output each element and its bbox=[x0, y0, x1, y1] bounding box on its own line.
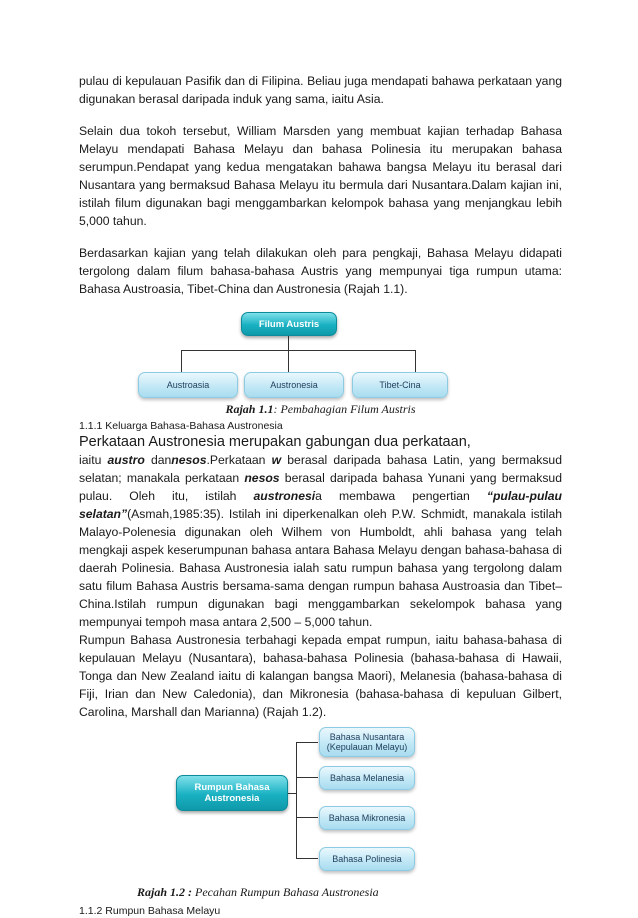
term-austro: austro bbox=[107, 453, 145, 467]
connector-line bbox=[296, 742, 297, 859]
connector-line bbox=[288, 336, 289, 350]
paragraph-5: Rumpun Bahasa Austronesia terbahagi kepada empat rumpun, iaitu bahasa-bahasa di kepulauan Melayu (Nusantara), bahasa-bahasa Polinesia (bahasa-bahasa di Hawaii, Tonga dan New Zealand iaitu di kalangan bangsa Maori), Melanesia (bahasa-bahasa di Fiji, Irian dan New Caledonia), dan Mikronesia (bahasa-bahasa di kepuluan Gilbert, Carolina, Marshall dan Marianna) (Rajah 1.2). bbox=[79, 633, 562, 719]
figure-1-caption bbox=[79, 402, 562, 417]
child-line-2: (Kepulauan Melayu) bbox=[326, 742, 408, 752]
term-nesos: nesos bbox=[171, 453, 207, 467]
diagram-root-box bbox=[176, 775, 288, 811]
section-heading-1-1-1: 1.1.1 Keluarga Bahasa-Bahasa Austronesia bbox=[79, 420, 283, 432]
section-heading-1-1-2: 1.1.2 Rumpun Bahasa Melayu bbox=[79, 905, 221, 917]
caption-label: Rajah 1.1 bbox=[225, 402, 274, 416]
diagram-child-box: Bahasa Melanesia bbox=[319, 766, 415, 790]
figure-filum-austris bbox=[79, 312, 562, 390]
diagram-child-box: Tibet-Cina bbox=[352, 372, 448, 398]
text-run: .Perkataan bbox=[206, 453, 272, 467]
connector-line bbox=[181, 350, 182, 372]
root-line-2: Austronesia bbox=[204, 793, 260, 804]
connector-line bbox=[296, 777, 318, 778]
connector-line bbox=[288, 350, 289, 372]
diagram-child-box: Bahasa Mikronesia bbox=[319, 806, 415, 830]
connector-line bbox=[181, 350, 415, 351]
root-line-1: Rumpun Bahasa bbox=[194, 782, 270, 793]
text-run: berasal daripada bahasa Yunani yang bermaksud pulau. Oleh itu, istilah bbox=[79, 471, 562, 503]
paragraph-4 bbox=[79, 433, 562, 631]
caption-text: : Pembahagian Filum Austris bbox=[273, 402, 416, 416]
diagram-root-box: Filum Austris bbox=[241, 312, 337, 336]
text-run: dan bbox=[144, 453, 172, 467]
text-run: iaitu bbox=[79, 453, 108, 467]
connector-line bbox=[296, 742, 318, 743]
diagram-child-box bbox=[319, 727, 415, 757]
connector-line bbox=[288, 793, 296, 794]
document-page bbox=[79, 72, 562, 918]
paragraph-2: Selain dua tokoh tersebut, William Marsden yang membuat kajian terhadap Bahasa Melayu mendapati Bahasa Melayu dan bahasa Polinesia itu merupakan bahasa serumpun.Pendapat yang kedua mengatakan bahawa bangsa Melayu itu berasal dari Nusantara yang bermaksud Bahasa Melayu itu bermula dari Nusantara.Dalam kajian ini, istilah filum digunakan bagi menggambarkan kelompok bahasa yang menjangkau lebih 5,000 tahun. bbox=[79, 124, 562, 228]
caption-label: Rajah 1.2 : bbox=[137, 885, 193, 899]
text-run: a membawa pengertian bbox=[315, 489, 487, 503]
term-nesos: nesos bbox=[244, 471, 280, 485]
term-austronesia: austronesi bbox=[253, 489, 316, 503]
connector-line bbox=[415, 350, 416, 372]
diagram-child-box: Austronesia bbox=[244, 372, 344, 398]
paragraph-4-lead: Perkataan Austronesia merupakan gabungan dua perkataan, bbox=[79, 434, 471, 450]
text-run: (Asmah,1985:35). Istilah ini diperkenalkan oleh P.W. Schmidt, manakala istilah Malayo-Polenesia digunakan oleh Wilhem von Humboldt, ahli bahasa yang telah mengkaji aspek keserumpunan bahasa antara Bahasa Melayu dengan bahasa-bahasa di daerah Polinesia. Bahasa Austronesia ialah satu rumpun bahasa yang tergolong dalam satu filum Bahasa Austris bersama-sama dengan rumpun bahasa Austroasia dan Tibet–China.Istilah rumpun digunakan bagi menggambarkan sekelompok bahasa yang mempunyai tempoh masa antara 2,500 – 5,000 tahun. bbox=[79, 507, 562, 629]
connector-line bbox=[296, 817, 318, 818]
connector-line bbox=[296, 858, 318, 859]
paragraph-1: pulau di kepulauan Pasifik dan di Filipina. Beliau juga mendapati bahawa perkataan yang digunakan berasal daripada induk yang sama, iaitu Asia. bbox=[79, 74, 562, 106]
text-run: berasal daripada bahasa Latin, yang bermaksud selatan; manakala perkataan bbox=[79, 453, 562, 485]
paragraph-3: Berdasarkan kajian yang telah dilakukan oleh para pengkaji, Bahasa Melayu didapati tergolong dalam filum bahasa-bahasa Austris yang mempunyai tiga rumpun utama: Bahasa Austroasia, Tibet-China dan Austronesia (Rajah 1.1). bbox=[79, 246, 562, 296]
caption-text: Pecahan Rumpun Bahasa Austronesia bbox=[192, 885, 379, 899]
diagram-child-box: Austroasia bbox=[138, 372, 238, 398]
child-line-1: Bahasa Nusantara bbox=[329, 732, 405, 742]
diagram-child-box: Bahasa Polinesia bbox=[319, 847, 415, 871]
figure-rumpun-austronesia bbox=[79, 731, 562, 871]
figure-2-caption bbox=[79, 885, 562, 900]
term-pulau-pulau-selatan: “pulau-pulau selatan” bbox=[79, 489, 562, 521]
term-w: w bbox=[271, 453, 282, 467]
